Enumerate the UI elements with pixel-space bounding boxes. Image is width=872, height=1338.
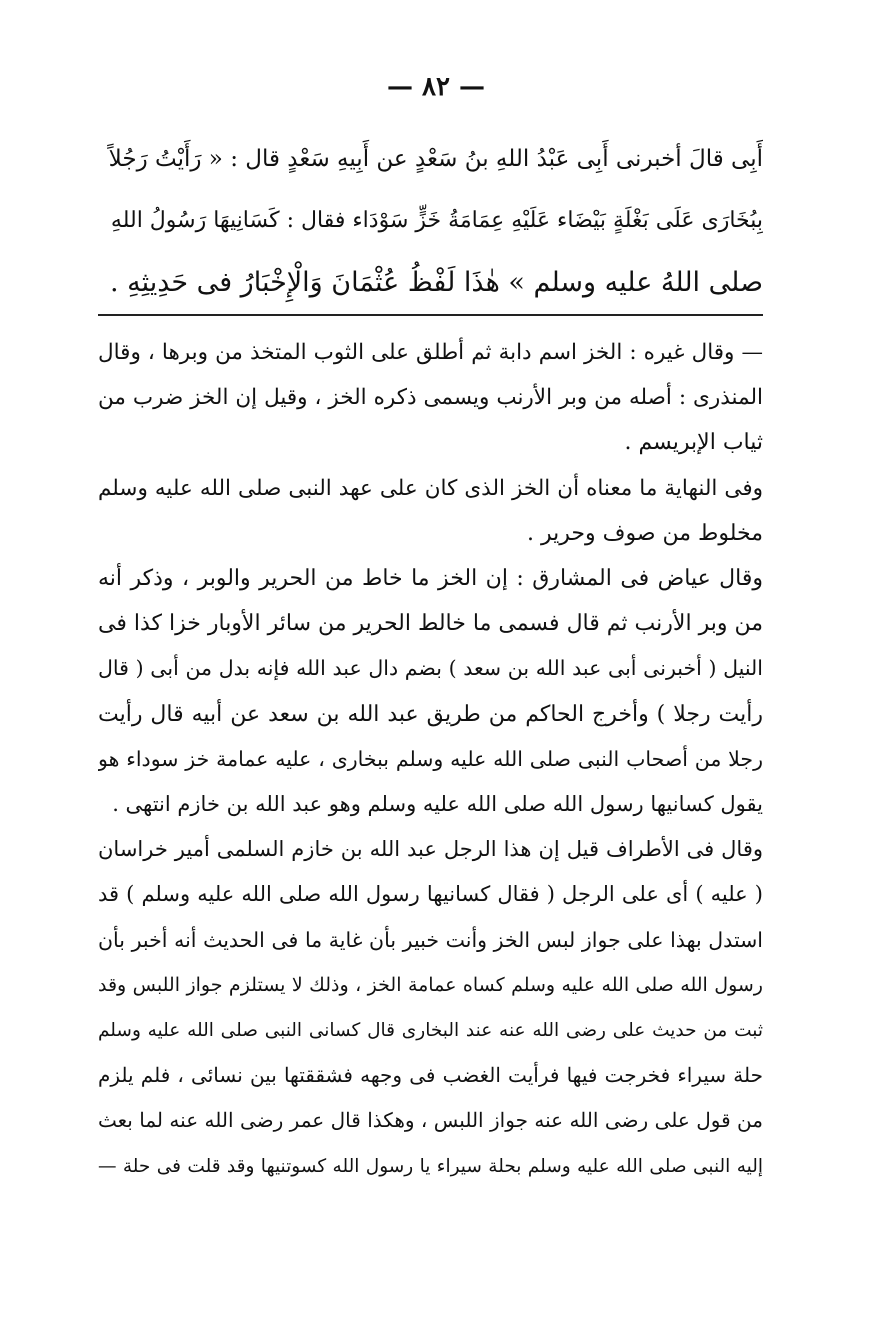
hadith-text bbox=[98, 128, 763, 314]
footnote-line: وفى النهاية ما معناه أن الخز الذى كان على عهد النبى صلى الله عليه وسلم bbox=[98, 475, 763, 501]
footnote-line: مخلوط من صوف وحرير . bbox=[527, 520, 763, 546]
footnote-divider bbox=[98, 314, 763, 316]
footnote-line: ( عليه ) أى على الرجل ( فقال كسانيها رسول الله صلى الله عليه وسلم ) قد bbox=[98, 882, 763, 907]
footnote-line: وقال عياض فى المشارق : إن الخز ما خاط من الحرير والوبر ، وذكر أنه bbox=[98, 566, 763, 592]
footnote-line: إليه النبى صلى الله عليه وسلم بحلة سيراء يا رسول الله كسوتنيها وقد قلت فى حلة — bbox=[98, 1155, 763, 1177]
hadith-line: أَبِى قالَ أخبرنى أَبِى عَبْدُ اللهِ بنُ سَعْدٍ عن أَبِيهِ سَعْدٍ قال : « رَأَيْتُ رَجُلاً bbox=[108, 146, 763, 172]
footnote-line: استدل بهذا على جواز لبس الخز وأنت خبير بأن غاية ما فى الحديث أنه أخبر بأن bbox=[98, 927, 763, 952]
footnote-line: حلة سيراء فخرجت فيها فرأيت الغضب فى وجهه فشققتها بين نسائى ، فلم يلزم bbox=[98, 1063, 763, 1088]
footnote-line: من قول على رضى الله عنه جواز اللبس ، وهكذا قال عمر رضى الله عنه لما بعث bbox=[98, 1108, 763, 1133]
footnote-line: وقال فى الأطراف قيل إن هذا الرجل عبد الله بن خازم السلمى أمير خراسان bbox=[98, 837, 763, 862]
footnote-line: رجلا من أصحاب النبى صلى الله عليه وسلم ببخارى ، عليه عمامة خز سوداء هو bbox=[98, 746, 763, 771]
hadith-line: صلى اللهُ عليه وسلم » هٰذَا لَفْظُ عُثْمَانَ وَالْإِخْبَارُ فى حَدِيثِهِ . bbox=[109, 267, 763, 298]
commentary-footnotes bbox=[98, 330, 763, 1189]
footnote-line: المنذرى : أصله من وبر الأرنب ويسمى ذكره الخز ، وقيل إن الخز ضرب من bbox=[98, 385, 763, 411]
footnote-line: يقول كسانيها رسول الله صلى الله عليه وسلم وهو عبد الله بن خازم انتهى . bbox=[112, 792, 763, 817]
footnote-line: — وقال غيره : الخز اسم دابة ثم أطلق على الثوب المتخذ من وبرها ، وقال bbox=[98, 340, 763, 365]
hadith-line: بِبُخَارَى عَلَى بَغْلَةٍ بَيْضَاء عَلَيْهِ عِمَامَةُ خَزٍّ سَوْدَاء فقال : كَسَانِيهَا رَسُولُ اللهِ bbox=[110, 208, 763, 233]
footnote-line: رأيت رجلا ) وأخرج الحاكم من طريق عبد الله بن سعد عن أبيه قال رأيت bbox=[98, 701, 763, 727]
footnote-line: رسول الله صلى الله عليه وسلم كساه عمامة الخز ، وذلك لا يستلزم جواز اللبس وقد bbox=[98, 973, 763, 996]
footnote-line: ثياب الإبريسم . bbox=[624, 430, 763, 456]
page-number: — ٨٢ — bbox=[386, 72, 486, 102]
footnote-line: من وبر الأرنب ثم قال فسمى ما خالط الحرير من سائر الأوبار خزا كذا فى bbox=[98, 611, 763, 637]
footnote-line: النيل ( أخبرنى أبى عبد الله بن سعد ) بضم دال عبد الله فإنه بدل من أبى ( قال bbox=[98, 656, 763, 681]
footnote-line: ثبت من حديث على رضى الله عنه عند البخارى قال كسانى النبى صلى الله عليه وسلم bbox=[98, 1020, 763, 1042]
